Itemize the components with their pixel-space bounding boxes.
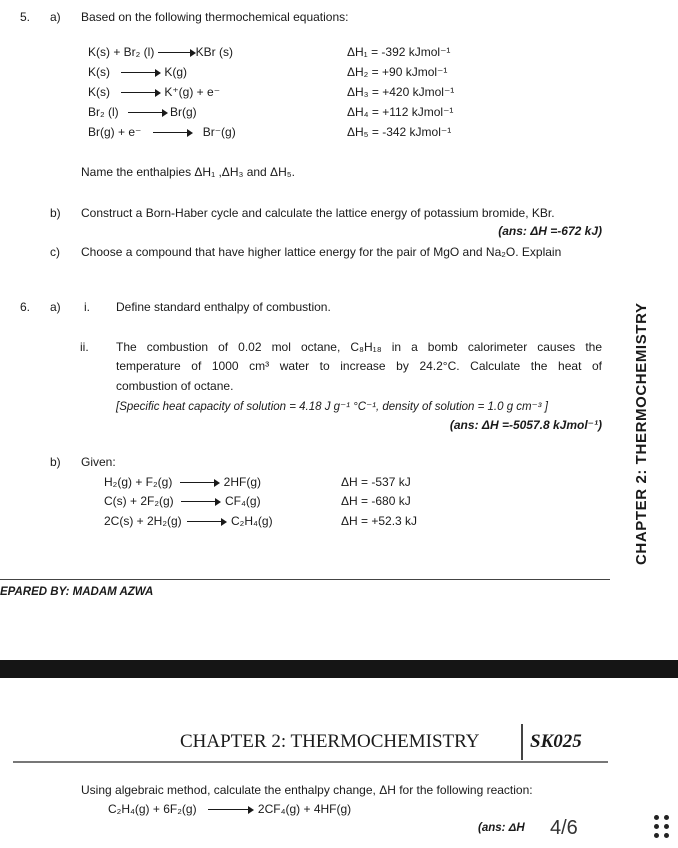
equation-rhs: K⁺(g) + e⁻ — [164, 85, 221, 99]
equation-row — [104, 514, 273, 528]
q6a-ii-label: ii. — [80, 340, 89, 354]
equation-lhs: C₂H₄(g) + 6F₂(g) — [108, 802, 197, 816]
equation-lhs: Br₂ (l) — [88, 105, 119, 119]
q6a-label: a) — [50, 300, 61, 314]
header-underline — [13, 761, 608, 763]
equation-rhs: Br(g) — [170, 105, 197, 119]
equation-rhs: K(g) — [164, 65, 188, 79]
equation-lhs: K(s) — [88, 65, 110, 79]
reaction-arrow-icon — [187, 518, 227, 526]
q6a-i-text: Define standard enthalpy of combustion. — [116, 300, 331, 314]
page2-question-text: Using algebraic method, calculate the enthalpy change, ΔH for the following reaction: — [81, 783, 533, 797]
enthalpy-value: ΔH = -680 kJ — [341, 494, 411, 508]
q5c-label: c) — [50, 245, 60, 259]
equation-lhs: C(s) + 2F₂(g) — [104, 494, 174, 508]
q5b-label: b) — [50, 206, 61, 220]
equation-lhs: H₂(g) + F₂(g) — [104, 475, 173, 489]
q6-number: 6. — [20, 300, 31, 314]
q5-number: 5. — [20, 10, 31, 24]
prepared-by: EPARED BY: MADAM AZWA — [0, 586, 154, 598]
equation-row — [88, 125, 236, 139]
q6b-text: Given: — [81, 455, 116, 469]
q6a-i-label: i. — [84, 300, 90, 314]
equation-row — [104, 494, 261, 508]
q6a-ii-line3: combustion of octane. — [116, 379, 234, 393]
q6a-ii-note: [Specific heat capacity of solution = 4.18 J g⁻¹ °C⁻¹, density of solution = 1.0 g cm⁻³ ] — [116, 401, 548, 413]
q5b-answer: (ans: ΔH =-672 kJ) — [498, 224, 602, 238]
equation-rhs: C₂H₄(g) — [231, 514, 273, 528]
enthalpy-value: ΔH = +52.3 kJ — [341, 514, 418, 528]
q5a-text: Based on the following thermochemical equations: — [81, 10, 349, 24]
equation-row — [88, 85, 220, 99]
page-separator — [0, 660, 678, 678]
equation-lhs: Br(g) + e⁻ — [88, 125, 142, 139]
equation-lhs: K(s) + Br₂ (l) — [88, 45, 155, 59]
reaction-arrow-icon — [180, 479, 220, 487]
q6b-label: b) — [50, 455, 61, 469]
enthalpy-value: ΔH = -537 kJ — [341, 475, 411, 489]
q5c-text: Choose a compound that have higher lattice energy for the pair of MgO and Na₂O. Explain — [81, 245, 562, 259]
equation-row — [104, 475, 261, 489]
equation-rhs: 2CF₄(g) + 4HF(g) — [257, 802, 352, 816]
enthalpy-value: ΔH₁ = -392 kJmol⁻¹ — [347, 45, 451, 59]
enthalpy-value: ΔH₂ = +90 kJmol⁻¹ — [347, 65, 448, 79]
q6a-ii-answer: (ans: ΔH =-5057.8 kJmol⁻¹) — [449, 418, 602, 432]
q6a-ii-line2: temperature of 1000 cm³ water to increase by 24.2°C. Calculate the heat of — [116, 359, 602, 373]
equation-rhs: CF₄(g) — [225, 494, 261, 508]
page-header-code: SK025 — [530, 731, 582, 752]
equation-lhs: 2C(s) + 2H₂(g) — [104, 514, 182, 528]
equation-rhs: KBr (s) — [195, 45, 234, 59]
reaction-arrow-icon — [181, 498, 221, 506]
reaction-arrow-icon — [121, 69, 161, 77]
enthalpy-value: ΔH₄ = +112 kJmol⁻¹ — [347, 105, 454, 119]
footer-divider — [0, 579, 610, 580]
page-indicator: 4/6 — [550, 817, 578, 839]
equation-row — [88, 45, 233, 59]
q5a-label: a) — [50, 10, 61, 24]
enthalpy-value: ΔH₃ = +420 kJmol⁻¹ — [347, 85, 455, 99]
q6a-ii-line1: The combustion of 0.02 mol octane, C₈H₁₈ in a bomb calorimeter causes the — [116, 340, 602, 354]
reaction-arrow-icon — [158, 49, 196, 57]
q5b-text: Construct a Born-Haber cycle and calculate the lattice energy of potassium bromide, KBr. — [81, 206, 555, 220]
enthalpy-value: ΔH₅ = -342 kJmol⁻¹ — [347, 125, 452, 139]
reaction-arrow-icon — [208, 806, 254, 814]
reaction-arrow-icon — [128, 109, 168, 117]
more-options-icon[interactable] — [652, 813, 674, 841]
reaction-arrow-icon — [153, 129, 193, 137]
equation-rhs: Br⁻(g) — [202, 125, 236, 139]
q5a-name-enthalpies: Name the enthalpies ΔH₁ ,ΔH₃ and ΔH₅. — [81, 165, 295, 179]
equation-lhs: K(s) — [88, 85, 110, 99]
side-chapter-title: CHAPTER 2: THERMOCHEMISTRY — [633, 302, 650, 566]
equation-row — [108, 802, 351, 816]
page2-answer-partial: (ans: ΔH — [478, 822, 525, 834]
page-header-title: CHAPTER 2: THERMOCHEMISTRY — [180, 731, 480, 752]
header-divider — [521, 724, 523, 760]
equation-row — [88, 105, 197, 119]
reaction-arrow-icon — [121, 89, 161, 97]
equation-rhs: 2HF(g) — [223, 475, 262, 489]
equation-row — [88, 65, 187, 79]
